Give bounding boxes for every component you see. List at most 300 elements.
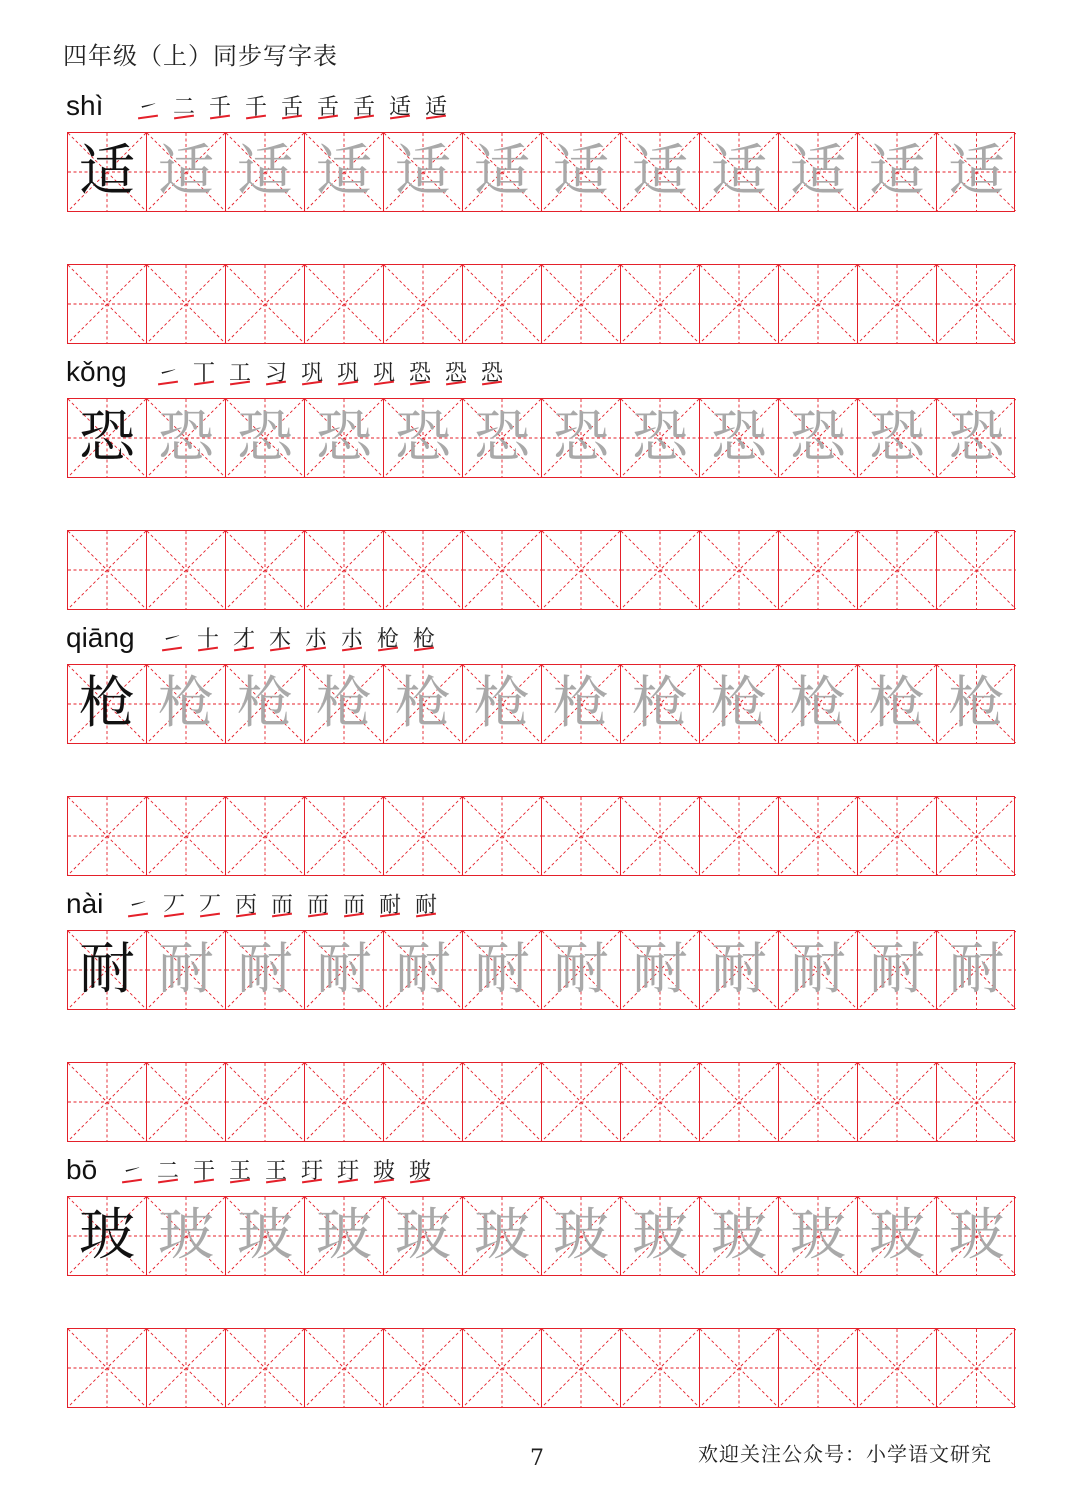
practice-cell[interactable]	[463, 531, 542, 609]
stroke-step	[334, 358, 362, 390]
grid-guide-lines	[147, 531, 225, 609]
grid-guide-lines	[147, 265, 225, 343]
practice-cell[interactable]	[384, 265, 463, 343]
trace-character: 恐	[869, 405, 925, 470]
grid-guide-lines	[226, 797, 304, 875]
practice-cell[interactable]	[779, 531, 858, 609]
practice-cell[interactable]	[463, 1063, 542, 1141]
tracing-cell	[147, 399, 226, 477]
grid-guide-lines	[226, 1329, 304, 1407]
grid-guide-lines	[700, 797, 778, 875]
practice-cell[interactable]	[384, 1063, 463, 1141]
grid-guide-lines	[463, 797, 541, 875]
tracing-cell	[226, 399, 305, 477]
tracing-cell	[305, 931, 384, 1009]
practice-cell[interactable]	[542, 797, 621, 875]
tracing-cell	[305, 399, 384, 477]
tracing-grid-row	[67, 398, 1015, 478]
practice-grid-row	[67, 530, 1015, 610]
tracing-cell	[858, 665, 937, 743]
grid-guide-lines	[305, 797, 383, 875]
tracing-cell	[779, 133, 858, 211]
trace-character: 枪	[237, 671, 293, 736]
grid-guide-lines	[384, 1063, 462, 1141]
stroke-step-glyph: 王	[264, 1159, 287, 1184]
stroke-step	[266, 624, 294, 656]
stroke-step	[262, 1156, 290, 1188]
tracing-cell	[858, 399, 937, 477]
practice-cell[interactable]	[463, 265, 542, 343]
tracing-cell	[700, 1197, 779, 1275]
practice-cell[interactable]	[463, 1329, 542, 1407]
trace-character: 恐	[632, 405, 688, 470]
grid-guide-lines	[542, 797, 620, 875]
trace-character: 枪	[711, 671, 767, 736]
tracing-grid-row	[67, 132, 1015, 212]
trace-character: 玻	[632, 1203, 688, 1268]
tracing-cell	[621, 665, 700, 743]
practice-cell[interactable]	[621, 797, 700, 875]
tracing-grid-row	[67, 930, 1015, 1010]
practice-cell[interactable]	[779, 265, 858, 343]
trace-character: 恐	[790, 405, 846, 470]
model-character-cell	[68, 931, 147, 1009]
tracing-cell	[937, 931, 1016, 1009]
tracing-cell	[700, 665, 779, 743]
grid-guide-lines	[463, 1063, 541, 1141]
trace-character: 耐	[395, 937, 451, 1002]
stroke-step-glyph: 二	[156, 1159, 179, 1184]
stroke-step	[262, 358, 290, 390]
practice-cell[interactable]	[937, 531, 1016, 609]
trace-character: 玻	[316, 1203, 372, 1268]
practice-cell[interactable]	[542, 1329, 621, 1407]
grid-guide-lines	[463, 265, 541, 343]
grid-guide-lines	[700, 531, 778, 609]
trace-character: 枪	[395, 671, 451, 736]
grid-guide-lines	[463, 1329, 541, 1407]
stroke-step-glyph: 玻	[408, 1159, 431, 1184]
practice-cell[interactable]	[147, 797, 226, 875]
grid-guide-lines	[621, 797, 699, 875]
tracing-cell	[463, 931, 542, 1009]
tracing-cell	[700, 931, 779, 1009]
tracing-cell	[700, 399, 779, 477]
practice-cell[interactable]	[858, 531, 937, 609]
stroke-step	[226, 1156, 254, 1188]
stroke-step-glyph: 丙	[234, 893, 257, 918]
grid-guide-lines	[384, 797, 462, 875]
stroke-step-glyph: 而	[270, 893, 293, 918]
tracing-cell	[700, 133, 779, 211]
model-character-cell	[68, 133, 147, 211]
trace-character: 枪	[948, 671, 1005, 736]
practice-cell[interactable]	[68, 797, 147, 875]
trace-character: 恐	[711, 405, 767, 470]
tracing-cell	[226, 133, 305, 211]
stroke-step-glyph: 玻	[372, 1159, 395, 1184]
stroke-step-glyph: 巩	[300, 361, 323, 386]
model-character: 恐	[79, 405, 135, 470]
practice-cell[interactable]	[700, 797, 779, 875]
tracing-cell	[542, 931, 621, 1009]
practice-cell[interactable]	[621, 1329, 700, 1407]
stroke-step-glyph: 习	[264, 361, 287, 386]
practice-cell[interactable]	[779, 1063, 858, 1141]
tracing-cell	[542, 133, 621, 211]
model-character: 玻	[79, 1203, 135, 1268]
practice-cell[interactable]	[542, 1063, 621, 1141]
practice-cell[interactable]	[147, 531, 226, 609]
grid-guide-lines	[147, 797, 225, 875]
grid-guide-lines	[700, 265, 778, 343]
trace-character: 适	[948, 139, 1005, 204]
stroke-step	[338, 624, 366, 656]
stroke-step	[226, 358, 254, 390]
trace-character: 耐	[948, 937, 1005, 1002]
grid-guide-lines	[937, 1329, 1016, 1407]
grid-guide-lines	[779, 1329, 857, 1407]
stroke-step	[190, 1156, 218, 1188]
tracing-cell	[384, 1197, 463, 1275]
tracing-cell	[937, 399, 1016, 477]
trace-character: 适	[790, 139, 846, 204]
grid-guide-lines	[858, 265, 936, 343]
grid-guide-lines	[937, 531, 1016, 609]
practice-cell[interactable]	[937, 797, 1016, 875]
model-character: 适	[79, 139, 135, 204]
trace-character: 恐	[474, 405, 530, 470]
tracing-cell	[937, 133, 1016, 211]
grid-guide-lines	[858, 1329, 936, 1407]
stroke-step-glyph: 恐	[480, 361, 503, 386]
stroke-step	[386, 92, 414, 124]
trace-character: 枪	[632, 671, 688, 736]
practice-cell[interactable]	[621, 265, 700, 343]
tracing-cell	[937, 665, 1016, 743]
trace-character: 耐	[790, 937, 846, 1002]
grid-guide-lines	[147, 1063, 225, 1141]
trace-character: 适	[316, 139, 372, 204]
practice-cell[interactable]	[700, 265, 779, 343]
tracing-cell	[147, 931, 226, 1009]
trace-character: 适	[395, 139, 451, 204]
trace-character: 耐	[632, 937, 688, 1002]
stroke-step-glyph: 巩	[336, 361, 359, 386]
stroke-step	[170, 92, 198, 124]
tracing-cell	[779, 1197, 858, 1275]
practice-cell[interactable]	[147, 1063, 226, 1141]
stroke-step	[160, 890, 188, 922]
stroke-step-glyph: 才	[232, 627, 255, 652]
stroke-step	[334, 1156, 362, 1188]
stroke-step-glyph: 王	[228, 1159, 251, 1184]
trace-character: 适	[869, 139, 925, 204]
practice-cell[interactable]	[147, 1329, 226, 1407]
stroke-step-glyph: 恐	[444, 361, 467, 386]
practice-cell[interactable]	[305, 797, 384, 875]
stroke-step-glyph: ㇀	[120, 1159, 143, 1184]
stroke-step	[314, 92, 342, 124]
tracing-cell	[542, 399, 621, 477]
grid-guide-lines	[147, 1329, 225, 1407]
trace-character: 玻	[237, 1203, 293, 1268]
trace-character: 枪	[316, 671, 372, 736]
trace-character: 玻	[948, 1203, 1005, 1268]
stroke-step-glyph: 巩	[372, 361, 395, 386]
tracing-cell	[147, 665, 226, 743]
practice-cell[interactable]	[542, 265, 621, 343]
trace-character: 耐	[237, 937, 293, 1002]
practice-cell[interactable]	[226, 1063, 305, 1141]
stroke-step-glyph: 而	[306, 893, 329, 918]
tracing-cell	[384, 133, 463, 211]
grid-guide-lines	[779, 1063, 857, 1141]
trace-character: 恐	[237, 405, 293, 470]
grid-guide-lines	[700, 1329, 778, 1407]
tracing-cell	[226, 665, 305, 743]
grid-guide-lines	[542, 531, 620, 609]
stroke-step	[278, 92, 306, 124]
stroke-step-glyph: ㇀	[160, 627, 183, 652]
tracing-cell	[858, 133, 937, 211]
stroke-order	[154, 358, 506, 390]
grid-guide-lines	[858, 531, 936, 609]
trace-character: 玻	[869, 1203, 925, 1268]
stroke-step	[304, 890, 332, 922]
stroke-step	[410, 624, 438, 656]
trace-character: 玻	[711, 1203, 767, 1268]
stroke-step	[422, 92, 450, 124]
stroke-step	[134, 92, 162, 124]
practice-cell[interactable]	[68, 1329, 147, 1407]
grid-guide-lines	[779, 265, 857, 343]
practice-cell[interactable]	[858, 1063, 937, 1141]
stroke-step	[442, 358, 470, 390]
grid-guide-lines	[621, 1329, 699, 1407]
practice-cell[interactable]	[226, 797, 305, 875]
stroke-step-glyph: ㇀	[156, 361, 179, 386]
trace-character: 适	[158, 139, 214, 204]
pinyin-label: qiāng	[66, 622, 135, 653]
trace-character: 玻	[158, 1203, 214, 1268]
trace-character: 枪	[474, 671, 530, 736]
trace-character: 适	[237, 139, 293, 204]
stroke-step	[412, 890, 440, 922]
stroke-step-glyph: 舌	[352, 95, 375, 120]
trace-character: 枪	[790, 671, 846, 736]
stroke-step	[242, 92, 270, 124]
tracing-cell	[858, 931, 937, 1009]
practice-cell[interactable]	[700, 531, 779, 609]
tracing-cell	[305, 1197, 384, 1275]
practice-cell[interactable]	[937, 1063, 1016, 1141]
practice-grid-row	[67, 264, 1015, 344]
tracing-cell	[384, 665, 463, 743]
stroke-step	[124, 890, 152, 922]
character-block	[0, 1152, 1080, 1412]
trace-character: 适	[711, 139, 767, 204]
grid-guide-lines	[68, 265, 146, 343]
practice-cell[interactable]	[700, 1063, 779, 1141]
practice-cell[interactable]	[779, 797, 858, 875]
practice-cell[interactable]	[858, 797, 937, 875]
practice-cell[interactable]	[68, 265, 147, 343]
tracing-grid-row	[67, 1196, 1015, 1276]
tracing-cell	[779, 665, 858, 743]
grid-guide-lines	[68, 1329, 146, 1407]
grid-guide-lines	[68, 797, 146, 875]
tracing-cell	[621, 133, 700, 211]
trace-character: 枪	[158, 671, 214, 736]
tracing-cell	[463, 665, 542, 743]
stroke-step-glyph: 恐	[408, 361, 431, 386]
practice-cell[interactable]	[68, 1063, 147, 1141]
grid-guide-lines	[621, 1063, 699, 1141]
trace-character: 恐	[158, 405, 214, 470]
practice-grid-row	[67, 796, 1015, 876]
grid-guide-lines	[779, 531, 857, 609]
stroke-step-glyph: 枪	[376, 627, 399, 652]
stroke-step-glyph: ㇀	[126, 893, 149, 918]
tracing-cell	[147, 1197, 226, 1275]
model-character: 枪	[79, 671, 135, 736]
stroke-step-glyph: 千	[244, 95, 267, 120]
practice-cell[interactable]	[621, 531, 700, 609]
stroke-step-glyph: 千	[208, 95, 231, 120]
pinyin-label: bō	[66, 1154, 98, 1185]
grid-guide-lines	[384, 531, 462, 609]
tracing-cell	[937, 1197, 1016, 1275]
model-character: 耐	[79, 937, 135, 1002]
grid-guide-lines	[937, 265, 1016, 343]
stroke-step-glyph: 朩	[304, 627, 327, 652]
tracing-cell	[621, 931, 700, 1009]
stroke-step	[376, 890, 404, 922]
trace-character: 枪	[553, 671, 609, 736]
page-title: 四年级（上）同步写字表	[63, 42, 338, 70]
grid-guide-lines	[621, 531, 699, 609]
trace-character: 耐	[158, 937, 214, 1002]
practice-cell[interactable]	[621, 1063, 700, 1141]
practice-cell[interactable]	[305, 1063, 384, 1141]
grid-guide-lines	[226, 265, 304, 343]
tracing-cell	[226, 1197, 305, 1275]
trace-character: 玻	[553, 1203, 609, 1268]
stroke-step	[190, 358, 218, 390]
grid-guide-lines	[305, 1063, 383, 1141]
practice-cell[interactable]	[305, 1329, 384, 1407]
stroke-step-glyph: 丆	[198, 893, 221, 918]
stroke-step	[340, 890, 368, 922]
trace-character: 枪	[869, 671, 925, 736]
stroke-step	[194, 624, 222, 656]
tracing-cell	[463, 1197, 542, 1275]
stroke-step	[370, 358, 398, 390]
stroke-step	[158, 624, 186, 656]
stroke-step-glyph: 耐	[378, 893, 401, 918]
practice-cell[interactable]	[463, 797, 542, 875]
practice-cell[interactable]	[384, 1329, 463, 1407]
tracing-cell	[305, 665, 384, 743]
practice-cell[interactable]	[384, 797, 463, 875]
practice-cell[interactable]	[542, 531, 621, 609]
practice-cell[interactable]	[226, 265, 305, 343]
grid-guide-lines	[621, 265, 699, 343]
stroke-step	[268, 890, 296, 922]
practice-cell[interactable]	[226, 531, 305, 609]
practice-cell[interactable]	[779, 1329, 858, 1407]
practice-cell[interactable]	[147, 265, 226, 343]
trace-character: 耐	[553, 937, 609, 1002]
character-block	[0, 354, 1080, 614]
stroke-step-glyph: 而	[342, 893, 365, 918]
stroke-step-glyph: ㇀	[136, 95, 159, 120]
pinyin-label: nài	[66, 888, 104, 919]
stroke-step	[406, 358, 434, 390]
tracing-cell	[621, 399, 700, 477]
tracing-cell	[542, 665, 621, 743]
trace-character: 恐	[948, 405, 1005, 470]
practice-cell[interactable]	[937, 265, 1016, 343]
tracing-cell	[542, 1197, 621, 1275]
practice-cell[interactable]	[937, 1329, 1016, 1407]
practice-cell[interactable]	[305, 531, 384, 609]
stroke-step	[350, 92, 378, 124]
trace-character: 耐	[869, 937, 925, 1002]
grid-guide-lines	[384, 265, 462, 343]
stroke-step-glyph: 枪	[412, 627, 435, 652]
stroke-step-glyph: 适	[388, 95, 411, 120]
practice-grid-row	[67, 1062, 1015, 1142]
grid-guide-lines	[68, 531, 146, 609]
tracing-cell	[463, 133, 542, 211]
stroke-order	[158, 624, 438, 656]
grid-guide-lines	[463, 531, 541, 609]
trace-character: 玻	[474, 1203, 530, 1268]
grid-guide-lines	[937, 797, 1016, 875]
trace-character: 恐	[553, 405, 609, 470]
practice-grid-row	[67, 1328, 1015, 1408]
stroke-step	[154, 358, 182, 390]
practice-cell[interactable]	[226, 1329, 305, 1407]
trace-character: 耐	[316, 937, 372, 1002]
practice-cell[interactable]	[858, 1329, 937, 1407]
model-character-cell	[68, 1197, 147, 1275]
grid-guide-lines	[542, 265, 620, 343]
model-character-cell	[68, 665, 147, 743]
stroke-step	[196, 890, 224, 922]
practice-cell[interactable]	[858, 265, 937, 343]
stroke-step	[206, 92, 234, 124]
tracing-grid-row	[67, 664, 1015, 744]
pinyin-label: kǒng	[66, 356, 127, 387]
trace-character: 恐	[316, 405, 372, 470]
tracing-cell	[147, 133, 226, 211]
stroke-step-glyph: 丆	[162, 893, 185, 918]
tracing-cell	[858, 1197, 937, 1275]
stroke-order	[118, 1156, 434, 1188]
practice-cell[interactable]	[305, 265, 384, 343]
practice-cell[interactable]	[700, 1329, 779, 1407]
grid-guide-lines	[937, 1063, 1016, 1141]
practice-cell[interactable]	[384, 531, 463, 609]
stroke-step-glyph: 耐	[414, 893, 437, 918]
stroke-step-glyph: 丅	[192, 361, 215, 386]
character-block	[0, 886, 1080, 1146]
practice-cell[interactable]	[68, 531, 147, 609]
stroke-step	[232, 890, 260, 922]
